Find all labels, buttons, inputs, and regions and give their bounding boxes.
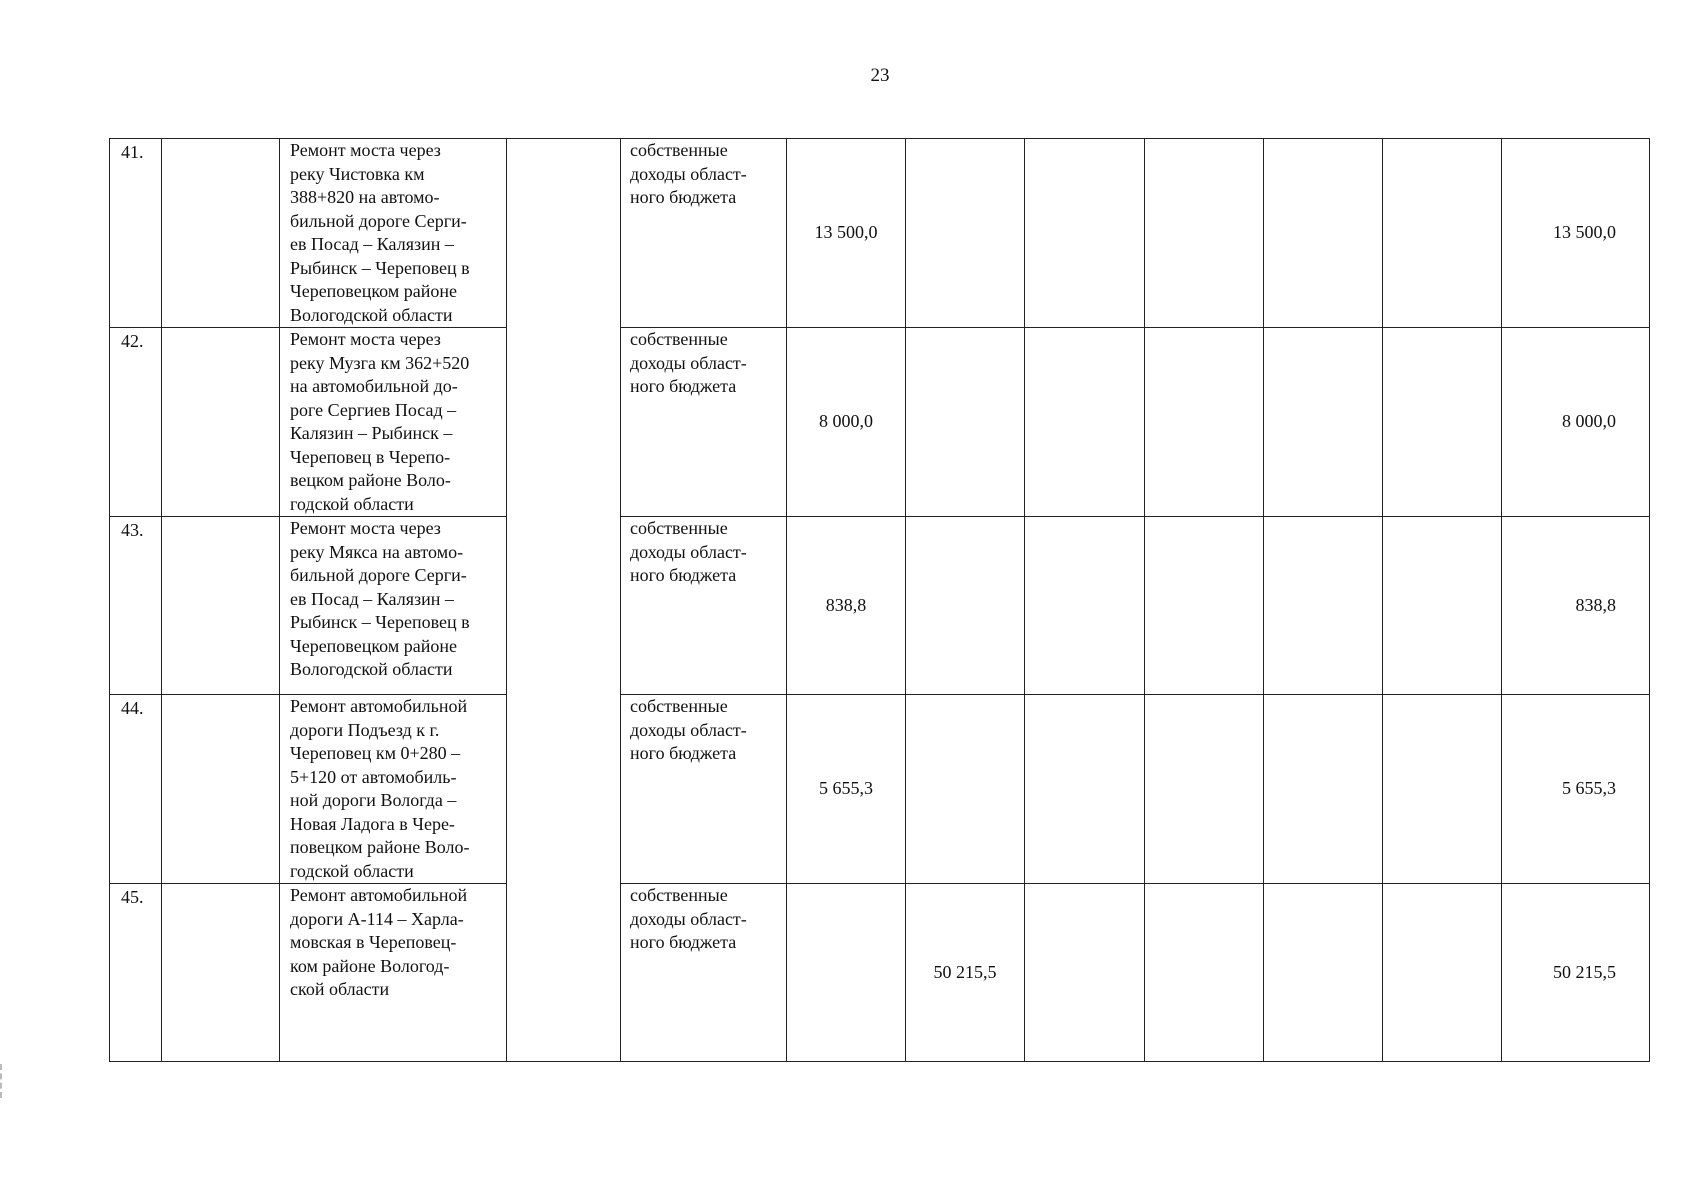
row-number: 45. — [110, 884, 162, 1062]
amount-year-2 — [906, 328, 1025, 517]
table-row — [110, 884, 1650, 1062]
amount-year-2 — [906, 517, 1025, 695]
amount-year-1: 838,8 — [787, 517, 906, 695]
empty-cell — [1383, 517, 1502, 695]
empty-cell — [1264, 695, 1383, 884]
funding-source: собственные доходы област- ного бюджета — [621, 139, 787, 328]
scan-edge-mark — [0, 1064, 8, 1098]
amount-year-1 — [787, 884, 906, 1062]
amount-year-2 — [906, 139, 1025, 328]
empty-cell — [1145, 884, 1264, 1062]
work-name: Ремонт моста через реку Музга км 362+520 на автомобильной до- роге Сергиев Посад – Калязин – Рыбинск – Череповец в Черепо- вецком районе Воло- годской области — [280, 328, 507, 517]
amount-year-1: 8 000,0 — [787, 328, 906, 517]
budget-table — [109, 138, 1650, 1062]
total-amount: 50 215,5 — [1502, 884, 1650, 1062]
empty-cell — [1383, 139, 1502, 328]
total-amount: 838,8 — [1502, 517, 1650, 695]
empty-cell — [1383, 884, 1502, 1062]
empty-cell — [1264, 517, 1383, 695]
empty-cell — [1383, 328, 1502, 517]
amount-year-1: 13 500,0 — [787, 139, 906, 328]
funding-source: собственные доходы област- ного бюджета — [621, 695, 787, 884]
empty-cell — [162, 517, 280, 695]
empty-cell — [1264, 328, 1383, 517]
row-number: 43. — [110, 517, 162, 695]
empty-cell — [1145, 328, 1264, 517]
row-number: 41. — [110, 139, 162, 328]
total-amount: 13 500,0 — [1502, 139, 1650, 328]
total-amount: 5 655,3 — [1502, 695, 1650, 884]
work-name: Ремонт моста через реку Чистовка км 388+820 на автомо- бильной дороге Серги- ев Посад – Калязин – Рыбинск – Череповец в Череповецком районе Вологодской области — [280, 139, 507, 328]
empty-cell — [1025, 884, 1145, 1062]
empty-cell — [1264, 884, 1383, 1062]
table-row — [110, 695, 1650, 884]
empty-cell — [162, 139, 280, 328]
work-name: Ремонт автомобильной дороги А-114 – Харла- мовская в Череповец- ком районе Вологод- ской области — [280, 884, 507, 1062]
table-row — [110, 328, 1650, 517]
page-number: 23 — [870, 65, 890, 86]
table-row — [110, 139, 1650, 328]
amount-year-2 — [906, 695, 1025, 884]
empty-cell — [1264, 139, 1383, 328]
funding-source: собственные доходы област- ного бюджета — [621, 328, 787, 517]
work-name: Ремонт автомобильной дороги Подъезд к г. Череповец км 0+280 – 5+120 от автомобиль- ной дороги Вологда – Новая Ладога в Чере- повецком районе Воло- годской области — [280, 695, 507, 884]
amount-year-2: 50 215,5 — [906, 884, 1025, 1062]
empty-cell — [162, 884, 280, 1062]
work-name: Ремонт моста через реку Мякса на автомо- бильной дороге Серги- ев Посад – Калязин – Рыбинск – Череповец в Череповецком районе Вологодской области — [280, 517, 507, 695]
funding-source: собственные доходы област- ного бюджета — [621, 517, 787, 695]
merged-empty-column — [507, 139, 621, 1062]
empty-cell — [1145, 517, 1264, 695]
empty-cell — [1025, 695, 1145, 884]
table-row — [110, 517, 1650, 695]
empty-cell — [1025, 517, 1145, 695]
row-number: 42. — [110, 328, 162, 517]
amount-year-1: 5 655,3 — [787, 695, 906, 884]
empty-cell — [1025, 328, 1145, 517]
funding-source: собственные доходы област- ного бюджета — [621, 884, 787, 1062]
row-number: 44. — [110, 695, 162, 884]
empty-cell — [1145, 695, 1264, 884]
empty-cell — [1145, 139, 1264, 328]
total-amount: 8 000,0 — [1502, 328, 1650, 517]
empty-cell — [1025, 139, 1145, 328]
empty-cell — [1383, 695, 1502, 884]
empty-cell — [162, 695, 280, 884]
empty-cell — [162, 328, 280, 517]
